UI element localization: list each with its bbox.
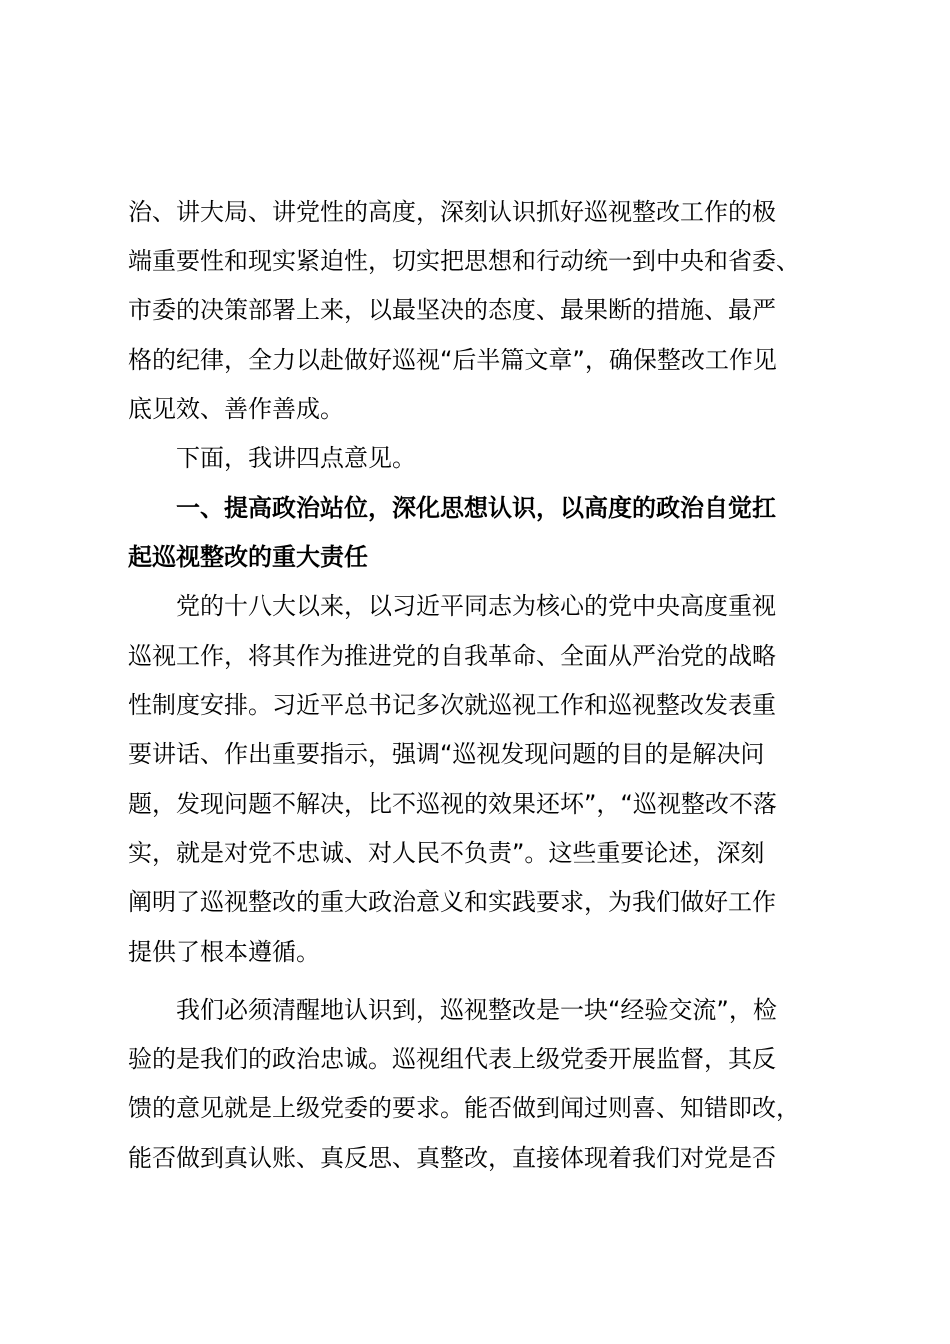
text-line: 格的纪律，全力以赴做好巡视“后半篇文章”，确保整改工作见 [128,346,777,374]
paragraph-first-line: 下面，我讲四点意见。 [176,444,416,472]
text-line: 要讲话、作出重要指示，强调“巡视发现问题的目的是解决问 [128,740,765,768]
text-line: 性制度安排。习近平总书记多次就巡视工作和巡视整改发表重 [128,691,776,719]
text-line: 验的是我们的政治忠诚。巡视组代表上级党委开展监督，其反 [128,1045,776,1073]
text-line: 能否做到真认账、真反思、真整改，直接体现着我们对党是否 [128,1144,776,1172]
section-heading: 一、提高政治站位，深化思想认识，以高度的政治自觉扛 [176,494,776,522]
text-line: 市委的决策部署上来，以最坚决的态度、最果断的措施、最严 [128,296,776,324]
text-line: 提供了根本遵循。 [128,938,320,966]
paragraph-first-line: 党的十八大以来，以习近平同志为核心的党中央高度重视 [176,592,776,620]
text-line: 端重要性和现实紧迫性，切实把思想和行动统一到中央和省委、 [128,247,800,275]
text-line: 题，发现问题不解决，比不巡视的效果还坏”，“巡视整改不落 [128,790,777,818]
text-line: 底见效、善作善成。 [128,395,344,423]
text-line: 实，就是对党不忠诚、对人民不负责”。这些重要论述，深刻 [128,839,765,867]
text-line: 馈的意见就是上级党委的要求。能否做到闻过则喜、知错即改， [128,1094,800,1122]
text-line: 巡视工作，将其作为推进党的自我革命、全面从严治党的战略 [128,642,776,670]
text-line: 阐明了巡视整改的重大政治意义和实践要求，为我们做好工作 [128,888,776,916]
text-line: 治、讲大局、讲党性的高度，深刻认识抓好巡视整改工作的极 [128,198,776,226]
section-heading-continued: 起巡视整改的重大责任 [128,543,368,571]
paragraph-first-line: 我们必须清醒地认识到，巡视整改是一块“经验交流”，检 [176,996,777,1024]
